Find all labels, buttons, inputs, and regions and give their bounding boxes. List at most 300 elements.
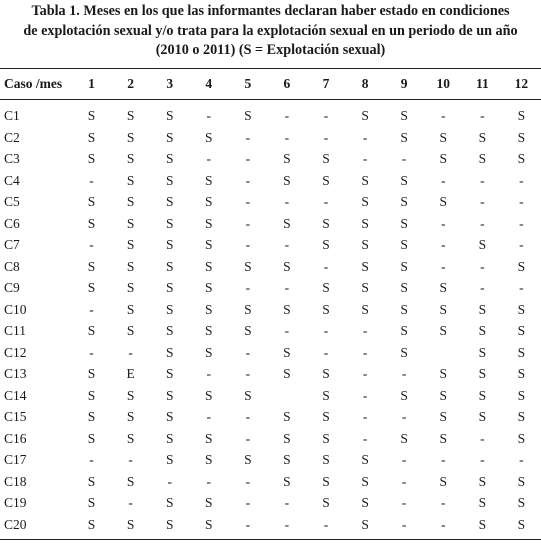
table-cell: - xyxy=(401,151,407,166)
row-label-caso: C2 xyxy=(4,129,20,145)
row-label-caso: C16 xyxy=(4,430,27,446)
table-row xyxy=(0,299,541,321)
table-cell: S xyxy=(165,194,174,209)
table-cell: - xyxy=(284,323,290,338)
table-cell: - xyxy=(401,366,407,381)
table-cell: - xyxy=(284,194,290,209)
table-cell: - xyxy=(440,108,446,123)
table-cell: S xyxy=(283,409,291,424)
table-cell: - xyxy=(128,495,133,510)
table-top-rule xyxy=(0,68,541,69)
table-row xyxy=(0,191,541,213)
table-cell: S xyxy=(478,237,487,252)
table-cell: - xyxy=(362,366,368,381)
table-cell: S xyxy=(126,129,135,145)
row-label-caso: C15 xyxy=(4,409,27,424)
table-cell: S xyxy=(400,172,408,188)
table-cell: S xyxy=(478,151,487,166)
table-row xyxy=(0,406,541,428)
table-row xyxy=(0,320,541,342)
row-label-caso: C18 xyxy=(4,473,27,489)
table-cell: - xyxy=(401,516,407,532)
row-label-caso: C13 xyxy=(4,366,27,381)
table-cell: S xyxy=(126,409,135,424)
table-cell: - xyxy=(519,237,524,252)
table-cell: - xyxy=(401,473,407,489)
table-cell: S xyxy=(283,301,291,317)
table-cell: - xyxy=(323,516,329,532)
table-cell: S xyxy=(165,495,174,510)
table-cell: S xyxy=(478,301,487,317)
table-cell: S xyxy=(165,516,174,532)
table-cell: S xyxy=(322,452,330,467)
table-cell: S xyxy=(517,301,526,317)
table-cell: S xyxy=(205,172,213,188)
row-label-caso: C17 xyxy=(4,452,27,467)
table-cell: S xyxy=(126,258,135,274)
table-cell: - xyxy=(401,452,407,467)
table-cell: S xyxy=(244,301,252,317)
table-cell: - xyxy=(89,452,94,467)
table-cell: S xyxy=(87,495,96,510)
row-label-caso: C10 xyxy=(4,301,27,317)
table-cell: - xyxy=(362,151,368,166)
table-cell: - xyxy=(323,194,329,209)
table-cell: S xyxy=(283,151,291,166)
caption-line-3: (2010 o 2011) (S = Explotación sexual) xyxy=(155,42,386,58)
table-cell: S xyxy=(361,452,369,467)
table-cell: - xyxy=(284,237,290,252)
table-cell: S xyxy=(126,108,135,123)
column-header-month: 11 xyxy=(475,76,489,91)
table-cell: S xyxy=(361,108,369,123)
table-cell: S xyxy=(126,280,135,295)
table-cell: S xyxy=(400,258,408,274)
table-cell: - xyxy=(284,516,290,532)
table-cell: - xyxy=(480,194,485,209)
table-cell: S xyxy=(126,172,135,188)
table-cell: S xyxy=(361,258,369,274)
table-cell: S xyxy=(400,129,408,145)
table-cell: S xyxy=(205,387,213,403)
table-cell: S xyxy=(439,151,447,166)
table-row xyxy=(0,514,541,536)
table-cell: S xyxy=(205,344,213,360)
table-cell: S xyxy=(361,473,369,489)
row-label-caso: C9 xyxy=(4,280,20,295)
table-cell: - xyxy=(206,366,212,381)
table-cell: S xyxy=(205,495,213,510)
table-cell: - xyxy=(245,129,251,145)
table-cell: S xyxy=(478,516,487,532)
table-cell: S xyxy=(400,301,408,317)
table-body xyxy=(0,105,541,535)
table-cell: - xyxy=(323,258,329,274)
table-cell: - xyxy=(245,280,251,295)
table-cell: S xyxy=(205,280,213,295)
table-row xyxy=(0,256,541,278)
column-header-month: 8 xyxy=(361,76,369,91)
column-header-month: 5 xyxy=(244,76,252,91)
table-cell: S xyxy=(322,237,330,252)
table-cell: - xyxy=(206,473,212,489)
table-cell: - xyxy=(128,452,133,467)
table-cell: S xyxy=(205,194,213,209)
table-cell: S xyxy=(165,323,174,338)
table-cell: - xyxy=(89,344,94,360)
column-header-month: 12 xyxy=(514,76,529,91)
table-cell: S xyxy=(87,108,96,123)
table-cell: S xyxy=(517,409,526,424)
table-cell: S xyxy=(87,366,96,381)
table-cell: S xyxy=(126,473,135,489)
table-cell: - xyxy=(245,237,251,252)
column-header-month: 3 xyxy=(166,76,174,91)
table-cell: S xyxy=(283,344,291,360)
row-label-caso: C3 xyxy=(4,151,20,166)
table-cell: - xyxy=(440,172,446,188)
table-cell: S xyxy=(439,473,447,489)
column-header-month: 4 xyxy=(205,76,213,91)
table-cell: S xyxy=(205,430,213,446)
table-cell: - xyxy=(245,516,251,532)
table-cell: S xyxy=(87,473,96,489)
table-cell: S xyxy=(165,215,174,231)
table-cell: S xyxy=(478,323,487,338)
table-cell: - xyxy=(89,237,94,252)
table-cell: S xyxy=(126,237,135,252)
table-cell: S xyxy=(165,237,174,252)
table-cell: - xyxy=(128,344,133,360)
table-cell: S xyxy=(126,194,135,209)
table-cell: S xyxy=(400,323,408,338)
table-cell: - xyxy=(245,151,251,166)
table-cell: S xyxy=(165,129,174,145)
table-cell: - xyxy=(284,108,290,123)
table-cell: - xyxy=(284,129,290,145)
table-cell: - xyxy=(245,172,251,188)
table-cell: S xyxy=(126,516,135,532)
table-cell: - xyxy=(440,495,446,510)
table-cell: S xyxy=(244,108,252,123)
table-cell: S xyxy=(165,366,174,381)
table-cell: S xyxy=(400,430,408,446)
table-cell: S xyxy=(517,516,526,532)
row-label-caso: C7 xyxy=(4,237,20,252)
column-header-month: 6 xyxy=(283,76,291,91)
table-header xyxy=(0,70,541,98)
table-cell: S xyxy=(205,516,213,532)
table-cell: S xyxy=(517,323,526,338)
header-row xyxy=(0,70,541,98)
table-cell xyxy=(267,385,306,407)
table-cell: S xyxy=(126,430,135,446)
table-cell: S xyxy=(361,495,369,510)
table-cell: - xyxy=(401,495,407,510)
table-cell: - xyxy=(167,473,172,489)
table-cell: S xyxy=(361,172,369,188)
table-cell: S xyxy=(400,194,408,209)
table-cell: S xyxy=(322,151,330,166)
table-cell: - xyxy=(440,215,446,231)
table-cell: - xyxy=(245,430,251,446)
table-cell: S xyxy=(400,237,408,252)
table-cell: S xyxy=(205,301,213,317)
table-cell: S xyxy=(517,366,526,381)
table-cell: S xyxy=(283,430,291,446)
table-cell: S xyxy=(361,215,369,231)
table-cell: - xyxy=(440,258,446,274)
table-cell: S xyxy=(165,452,174,467)
table-cell: S xyxy=(126,151,135,166)
table-cell: S xyxy=(283,366,291,381)
table-cell: - xyxy=(245,409,251,424)
row-label-caso: C14 xyxy=(4,387,27,403)
table-cell: S xyxy=(126,215,135,231)
column-header-month: 1 xyxy=(88,76,95,91)
table-cell: S xyxy=(283,473,291,489)
table-caption xyxy=(0,0,541,61)
table-cell: S xyxy=(517,430,526,446)
table-cell: S xyxy=(283,172,291,188)
row-label-caso: C11 xyxy=(4,323,27,338)
table-cell: - xyxy=(362,344,368,360)
table-cell: S xyxy=(205,215,213,231)
table-cell: - xyxy=(480,452,485,467)
table-cell: S xyxy=(517,387,526,403)
table-cell: - xyxy=(245,194,251,209)
column-header-month: 9 xyxy=(400,76,408,91)
table-cell: S xyxy=(87,194,96,209)
table-cell: S xyxy=(361,301,369,317)
table-cell: S xyxy=(205,129,213,145)
column-header-month: 7 xyxy=(322,76,330,91)
table-cell: - xyxy=(245,344,251,360)
table-row xyxy=(0,170,541,192)
table-cell: S xyxy=(87,387,96,403)
table-cell: S xyxy=(478,473,487,489)
table-cell: - xyxy=(480,215,485,231)
table-cell: S xyxy=(244,387,252,403)
table-cell: S xyxy=(439,366,447,381)
table-cell: - xyxy=(480,280,485,295)
table-cell: - xyxy=(440,516,446,532)
table-row xyxy=(0,234,541,256)
row-label-caso: C12 xyxy=(4,344,27,360)
table-row xyxy=(0,127,541,149)
table-cell: S xyxy=(361,516,369,532)
table-cell: S xyxy=(165,387,174,403)
table-cell: S xyxy=(400,344,408,360)
table-cell: - xyxy=(519,172,524,188)
table-cell: S xyxy=(517,258,526,274)
table-cell: - xyxy=(245,366,251,381)
table-cell: - xyxy=(440,452,446,467)
row-label-caso: C5 xyxy=(4,194,20,209)
table-cell: - xyxy=(89,172,94,188)
table-cell: - xyxy=(245,495,251,510)
table-cell: - xyxy=(401,409,407,424)
table-cell: S xyxy=(283,258,291,274)
table-cell: - xyxy=(519,452,524,467)
table-cell: - xyxy=(440,237,446,252)
table-cell: S xyxy=(165,172,174,188)
table-cell: S xyxy=(322,366,330,381)
table-cell: S xyxy=(165,108,174,123)
row-label-caso: C8 xyxy=(4,258,20,274)
table-cell: S xyxy=(400,280,408,295)
table-cell: S xyxy=(165,301,174,317)
table-cell: S xyxy=(165,344,174,360)
table-cell: S xyxy=(87,516,96,532)
table-cell: S xyxy=(205,237,213,252)
table-cell: S xyxy=(165,258,174,274)
table-cell: S xyxy=(517,473,526,489)
table-cell: S xyxy=(478,409,487,424)
table-cell: - xyxy=(519,194,524,209)
column-header-caso: Caso /mes xyxy=(4,76,63,91)
table-cell: S xyxy=(439,387,447,403)
table-cell: S xyxy=(322,215,330,231)
table-cell: - xyxy=(323,129,329,145)
table-row xyxy=(0,105,541,127)
table-cell: S xyxy=(87,409,96,424)
row-label-caso: C1 xyxy=(4,108,20,123)
column-header-month: 2 xyxy=(127,76,134,91)
table-cell xyxy=(424,342,463,364)
table-cell: S xyxy=(87,323,96,338)
table-cell: S xyxy=(361,194,369,209)
table-cell: S xyxy=(87,258,96,274)
table-cell: S xyxy=(322,430,330,446)
table-cell: S xyxy=(87,215,96,231)
table-cell: - xyxy=(245,215,251,231)
table-cell: S xyxy=(165,151,174,166)
table-cell: S xyxy=(517,108,526,123)
caption-line-2: de explotación sexual y/o trata para la explotación sexual en un periodo de un año xyxy=(23,22,518,39)
table-cell: S xyxy=(400,215,408,231)
table-cell: S xyxy=(87,280,96,295)
table-cell: - xyxy=(480,108,485,123)
table-row xyxy=(0,428,541,450)
table-cell: S xyxy=(322,280,330,295)
table-cell: - xyxy=(323,323,329,338)
table-cell: S xyxy=(439,323,447,338)
table-cell: S xyxy=(322,387,330,403)
table-cell: - xyxy=(284,280,290,295)
table-cell: S xyxy=(244,258,252,274)
table-cell: S xyxy=(205,258,213,274)
table-cell: S xyxy=(400,108,408,123)
table-cell: S xyxy=(439,409,447,424)
table-cell: S xyxy=(87,151,96,166)
table-cell: - xyxy=(245,473,251,489)
table-cell: - xyxy=(206,151,212,166)
table-row xyxy=(0,277,541,299)
table-row xyxy=(0,148,541,170)
table-cell: S xyxy=(439,194,447,209)
table-cell: - xyxy=(480,258,485,274)
table-cell: S xyxy=(126,323,135,338)
table-cell: S xyxy=(87,430,96,446)
table-header-rule xyxy=(0,99,541,100)
table-cell: S xyxy=(361,280,369,295)
table-cell: - xyxy=(89,301,94,317)
table-cell: - xyxy=(323,344,329,360)
table-row xyxy=(0,492,541,514)
table-cell: - xyxy=(519,215,524,231)
table-cell: S xyxy=(126,387,135,403)
table-cell: S xyxy=(205,323,213,338)
table-cell: S xyxy=(87,129,96,145)
row-label-caso: C4 xyxy=(4,172,20,188)
column-header-month: 10 xyxy=(436,76,450,91)
table-cell: S xyxy=(322,172,330,188)
table-cell: - xyxy=(323,108,329,123)
table-cell: E xyxy=(126,366,135,381)
table-cell: S xyxy=(400,387,408,403)
table-cell: - xyxy=(362,387,368,403)
table-cell: - xyxy=(362,323,368,338)
row-label-caso: C6 xyxy=(4,215,20,231)
table-cell: S xyxy=(478,129,487,145)
table-cell: S xyxy=(439,280,447,295)
table-cell: - xyxy=(284,495,290,510)
table-row xyxy=(0,342,541,364)
table-row xyxy=(0,385,541,407)
table-cell: S xyxy=(126,301,135,317)
table-row xyxy=(0,213,541,235)
table-cell: S xyxy=(517,344,526,360)
table-cell: - xyxy=(480,172,485,188)
table-cell: S xyxy=(361,237,369,252)
table-cell: S xyxy=(322,409,330,424)
table-row xyxy=(0,449,541,471)
row-label-caso: C19 xyxy=(4,495,27,510)
table-cell: S xyxy=(205,452,213,467)
table-cell: - xyxy=(362,430,368,446)
table-cell: - xyxy=(519,280,524,295)
table-cell: - xyxy=(362,129,368,145)
table-cell: S xyxy=(517,129,526,145)
table-cell: - xyxy=(362,409,368,424)
table-cell: S xyxy=(165,409,174,424)
table-cell: S xyxy=(517,151,526,166)
table-cell: S xyxy=(439,430,447,446)
table-cell: S xyxy=(517,495,526,510)
table-cell: S xyxy=(439,129,447,145)
table-row xyxy=(0,363,541,385)
row-label-caso: C20 xyxy=(4,516,27,532)
table-cell: - xyxy=(206,108,212,123)
table-bottom-rule xyxy=(0,539,541,540)
table-cell: S xyxy=(283,215,291,231)
table-cell: S xyxy=(165,280,174,295)
table-cell: S xyxy=(322,473,330,489)
table-cell: S xyxy=(478,344,487,360)
table-cell: S xyxy=(283,452,291,467)
table-cell: S xyxy=(165,430,174,446)
table-cell: - xyxy=(480,430,485,446)
table-row xyxy=(0,471,541,493)
table-cell: S xyxy=(439,301,447,317)
table-cell: S xyxy=(478,387,487,403)
table-cell: S xyxy=(244,452,252,467)
table-cell: S xyxy=(244,323,252,338)
table-cell: - xyxy=(206,409,212,424)
table-cell: S xyxy=(322,301,330,317)
caption-line-1: Tabla 1. Meses en los que las informantes declaran haber estado en condiciones xyxy=(31,3,510,19)
